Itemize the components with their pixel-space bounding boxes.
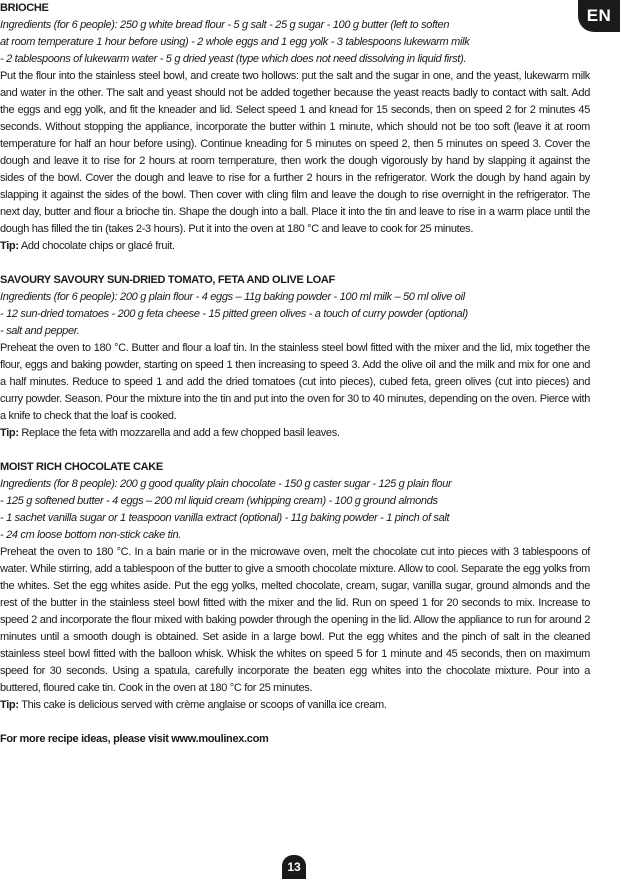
tip-text: Add chocolate chips or glacé fruit. — [18, 240, 175, 252]
ingredients-line: Ingredients (for 6 people): 200 g plain flour - 4 eggs – 11g baking powder - 100 ml milk – 50 ml olive oil — [0, 291, 465, 303]
ingredients-line: - 125 g softened butter - 4 eggs – 200 ml liquid cream (whipping cream) - 100 g ground almonds — [0, 495, 438, 507]
tip-text: Replace the feta with mozzarella and add a few chopped basil leaves. — [18, 427, 340, 439]
language-badge: EN — [578, 0, 620, 32]
more-recipes-note: For more recipe ideas, please visit www.moulinex.com — [0, 733, 269, 745]
ingredients-line: - 12 sun-dried tomatoes - 200 g feta cheese - 15 pitted green olives - a touch of curry powder (optional) — [0, 308, 468, 320]
recipe-chocolate-cake — [0, 459, 590, 714]
ingredients-line: - 2 tablespoons of lukewarm water - 5 g dried yeast (type which does not need dissolving in liquid first). — [0, 53, 467, 65]
recipe-brioche — [0, 0, 590, 255]
ingredients-line: - salt and pepper. — [0, 325, 80, 337]
ingredients-line: Ingredients (for 8 people): 200 g good quality plain chocolate - 150 g caster sugar - 125 g plain flour — [0, 478, 452, 490]
recipe-tip — [0, 697, 590, 714]
ingredients-line: Ingredients (for 6 people): 250 g white bread flour - 5 g salt - 25 g sugar - 100 g butter (left to soften — [0, 19, 450, 31]
page-number-badge: 13 — [282, 855, 306, 879]
recipe-method: Preheat the oven to 180 °C. In a bain marie or in the microwave oven, melt the chocolate cut into pieces with 3 tablespoons of water. While stirring, add a tablespoon of the butter to give a smooth chocolate mixture. Allow to cool. Separate the egg yolks from the whites. Set the egg whites aside. Put the egg yolks, melted chocolate, cream, sugar, vanilla sugar, ground almonds and the rest of the butter in the stainless steel bowl fitted with the mixer and the lid. Run on speed 1 for 20 seconds to mix. Increase to speed 2 and incorporate the flour mixed with baking powder through the opening in the lid. Allow the appliance to run for around 2 minutes until a smooth dough is obtained. Set aside in a large bowl. Put the egg whites and the pinch of salt in the cleaned stainless steel bowl fitted with the balloon whisk. Whisk the whites on speed 5 for 1 minute and 45 seconds, then on maximum speed for 30 seconds. Using a spatula, carefully incorporate the beaten egg whites into the chocolate mixture. Pour into a buttered, floured cake tin. Cook in the oven at 180 °C for 25 minutes. — [0, 546, 590, 694]
recipe-method: Put the flour into the stainless steel bowl, and create two hollows: put the salt and the sugar in one, and the yeast, lukewarm milk and water in the other. The salt and yeast should not be added together because the yeast reacts badly to contact with salt. Add the eggs and egg yolk, and fit the kneader and lid. Select speed 1 and knead for 15 seconds, then on speed 2 for 2 minutes 45 seconds. Without stopping the appliance, incorporate the butter within 1 minute, which should not be too soft (leave it at room temperature for half an hour before using). Continue kneading for 5 minutes on speed 2, then 5 minutes on speed 3. Cover the dough and leave it to rise for 2 hours at room temperature, then work the dough vigorously by hand by slapping it against the sides of the bowl. Cover the dough and leave to rise for a further 2 hours in the refrigerator. Work the dough by hand again by slapping it against the sides of the bowl. Then cover with cling film and leave the dough to rise overnight in the refrigerator. The next day, butter and flour a brioche tin. Shape the dough into a ball. Place it into the tin and leave to rise in a warm place until the dough has filled the tin (takes 2-3 hours). Put it into the oven at 180 °C and leave to cook for 25 minutes. — [0, 70, 590, 235]
recipe-title: BRIOCHE — [0, 2, 49, 14]
recipe-title: MOIST RICH CHOCOLATE CAKE — [0, 461, 163, 473]
recipe-title: SAVOURY SAVOURY SUN-DRIED TOMATO, FETA AND OLIVE LOAF — [0, 274, 335, 286]
tip-label: Tip: — [0, 427, 19, 439]
recipe-ingredients — [0, 289, 590, 340]
recipe-ingredients — [0, 17, 590, 68]
recipe-ingredients — [0, 476, 590, 544]
ingredients-line: - 24 cm loose bottom non-stick cake tin. — [0, 529, 182, 541]
ingredients-line: at room temperature 1 hour before using) - 2 whole eggs and 1 egg yolk - 3 tablespoons lukewarm milk — [0, 36, 470, 48]
tip-text: This cake is delicious served with crème anglaise or scoops of vanilla ice cream. — [18, 699, 387, 711]
recipe-savoury-loaf — [0, 272, 590, 442]
recipe-tip — [0, 425, 590, 442]
recipe-tip — [0, 238, 590, 255]
tip-label: Tip: — [0, 240, 19, 252]
tip-label: Tip: — [0, 699, 19, 711]
recipe-method: Preheat the oven to 180 °C. Butter and flour a loaf tin. In the stainless steel bowl fitted with the mixer and the lid, mix together the flour, eggs and baking powder, starting on speed 1 then increasing to speed 3. Add the olive oil and the milk and mix for one and a half minutes. Reduce to speed 1 and add the dried tomatoes (cut into pieces), cubed feta, green olives (cut into pieces) and curry powder. Season. Pour the mixture into the tin and put into the oven for 30 to 40 minutes, depending on the oven. Pierce with a knife to check that the loaf is cooked. — [0, 342, 590, 422]
ingredients-line: - 1 sachet vanilla sugar or 1 teaspoon vanilla extract (optional) - 11g baking powder - 1 pinch of salt — [0, 512, 450, 524]
